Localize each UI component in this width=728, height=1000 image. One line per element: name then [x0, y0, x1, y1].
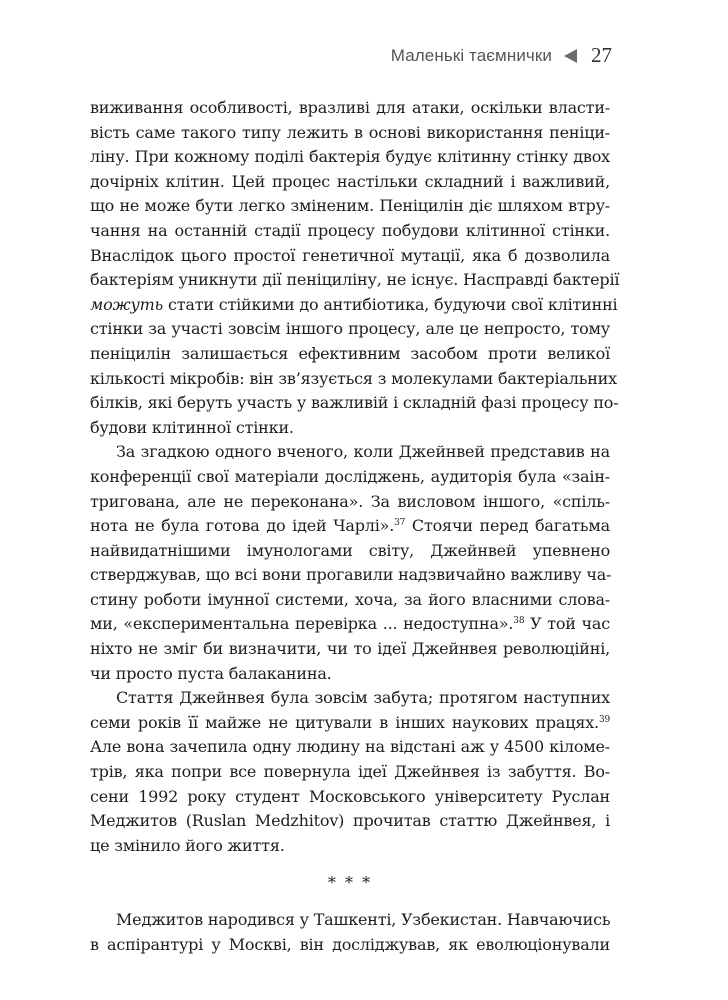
- text-line: виживання особливості, вразливі для атаки, оскільки власти-: [90, 98, 610, 117]
- footnote-ref: 38: [513, 616, 525, 627]
- footnote-ref: 39: [598, 714, 610, 725]
- running-title: Маленькі таємнички: [390, 45, 552, 65]
- text-line: [90, 293, 618, 318]
- text-line: [90, 612, 610, 637]
- text-line: бактеріям уникнути дії пеніциліну, не існує. Насправді бактерії: [90, 270, 620, 290]
- text-line: сени 1992 року студент Московського університету Руслан: [90, 786, 610, 806]
- text-line: дочірніх клітин. Цей процес настільки складний і важливий,: [90, 171, 610, 191]
- body-text: [90, 96, 620, 957]
- line-text: семи років її майже не цитували в інших наукових працях.: [90, 712, 599, 732]
- line-text: нота не була готова до ідей Чарлі».: [90, 516, 395, 536]
- text-line: За згадкою одного вченого, коли Джейнвей представив на: [116, 442, 610, 462]
- text-line: стінки за участі зовсім іншого процесу, але це непросто, тому: [90, 319, 610, 339]
- text-line: кількості мікробів: він зв’язується з молекулами бактеріальних: [90, 368, 617, 388]
- text-line: білків, які беруть участь у важливій і складній фазі процесу по-: [90, 393, 619, 413]
- text-line: це змінило його життя.: [90, 835, 285, 855]
- text-line: Меджитов народився у Ташкенті, Узбекистан. Навчаючись: [116, 910, 611, 929]
- text-line: чи просто пуста балаканина.: [90, 663, 332, 683]
- text-line: трів, яка попри все повернула ідеї Джейнвея із забуття. Во-: [90, 762, 610, 782]
- text-line: що не може бути легко зміненим. Пеніцилін діє шляхом втру-: [90, 196, 610, 216]
- line-rest: Стоячи перед багатьма: [405, 516, 610, 536]
- line-rest: стати стійкими до антибіотика, будуючи свої клітинні: [163, 294, 618, 314]
- section-separator: * * *: [327, 873, 373, 893]
- text-line: Стаття Джейнвея була зовсім забута; протягом наступних: [116, 688, 610, 708]
- text-line: Меджитов (Ruslan Medzhitov) прочитав статтю Джейнвея, і: [90, 811, 610, 831]
- text-line: чання на останній стадії процесу побудови клітинної стінки.: [90, 220, 610, 240]
- line-rest: У той час: [524, 614, 610, 634]
- text-line: [90, 711, 610, 736]
- text-line: Внаслідок цього простої генетичної мутації, яка б дозволила: [90, 245, 610, 265]
- text-line: будови клітинної стінки.: [90, 417, 294, 437]
- text-line: конференції свої матеріали досліджень, аудиторія була «заін-: [90, 466, 610, 486]
- text-line: Але вона зачепила одну людину на відстані аж у 4500 кіломе-: [90, 737, 610, 757]
- text-line: пеніцилін залишається ефективним засобом проти великої: [90, 343, 610, 363]
- text-line: в аспірантурі у Москві, він досліджував, як еволюціонували: [90, 934, 610, 954]
- text-line: ліну. При кожному поділі бактерія будує клітинну стінку двох: [90, 147, 610, 167]
- running-header: [391, 43, 612, 68]
- text-line: [90, 514, 610, 539]
- text-line: стверджував, що всі вони прогавили надзвичайно важливу ча-: [90, 565, 612, 585]
- text-line: найвидатнішими імунологами світу, Джейнвей упевнено: [90, 540, 610, 560]
- text-line: ніхто не зміг би визначити, чи то ідеї Джейнвея революційні,: [90, 639, 610, 659]
- text-line: стину роботи імунної системи, хоча, за його власними слова-: [90, 589, 610, 609]
- text-line: тригована, але не переконана». За висловом іншого, «спіль-: [90, 491, 610, 511]
- page-number: 27: [591, 43, 612, 67]
- line-text: ми, «експериментальна перевірка ... недоступна».: [90, 614, 514, 634]
- triangle-left-icon: [564, 49, 577, 63]
- italic-word: можуть: [90, 294, 164, 314]
- footnote-ref: 37: [394, 518, 406, 529]
- text-line: вість саме такого типу лежить в основі використання пеніци-: [90, 122, 610, 142]
